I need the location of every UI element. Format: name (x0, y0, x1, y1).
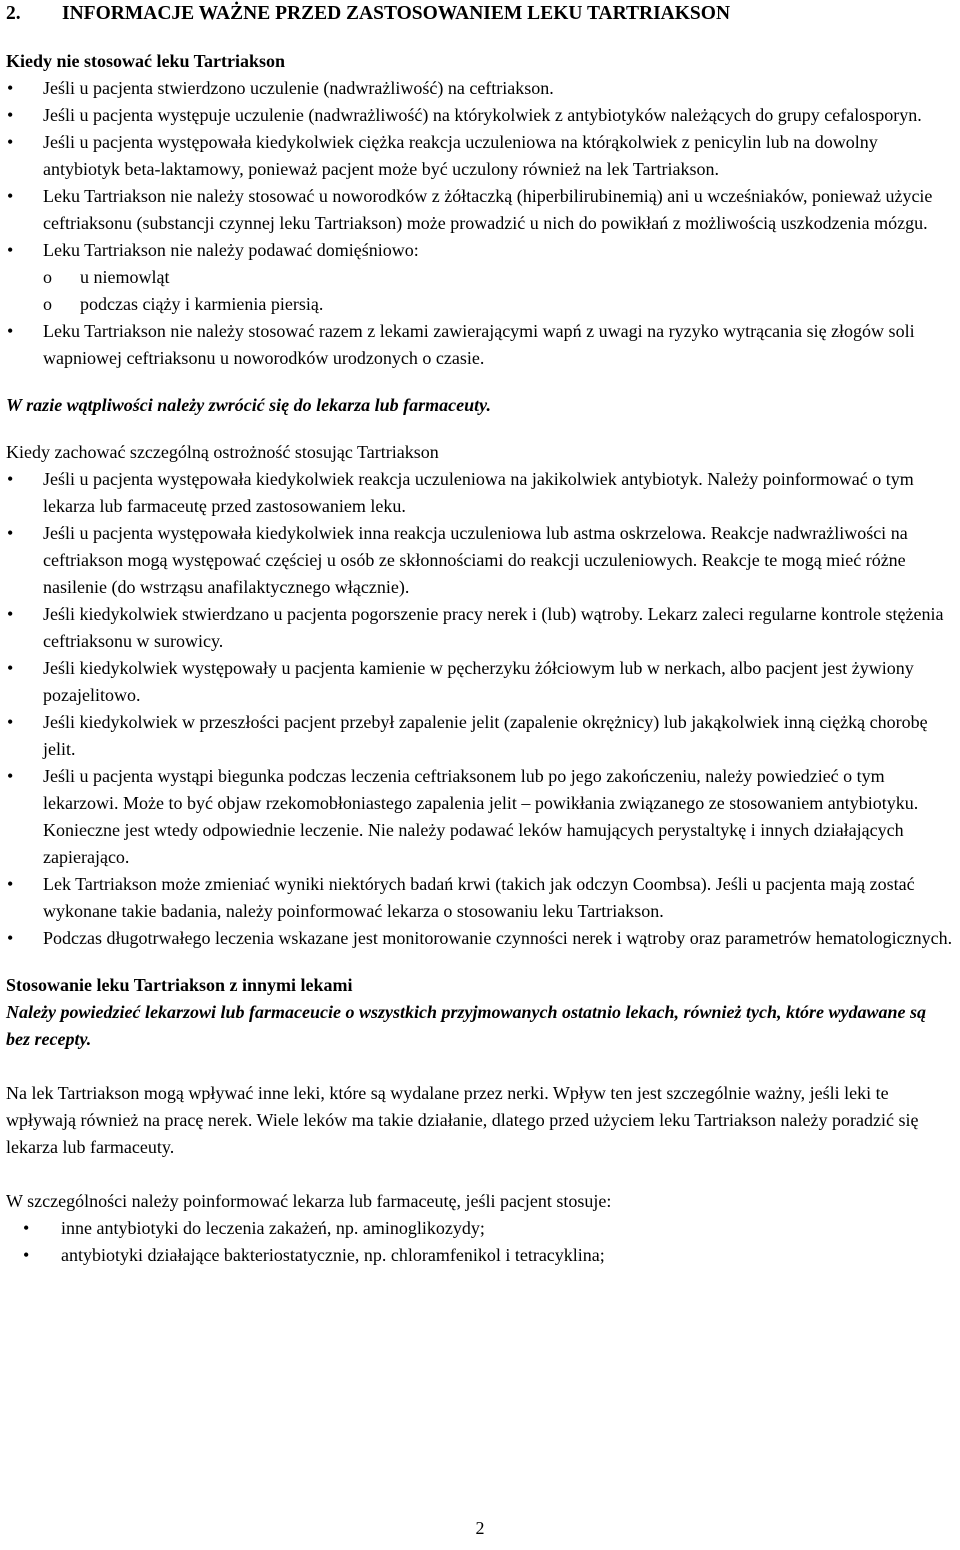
section-heading: INFORMACJE WAŻNE PRZED ZASTOSOWANIEM LEKU TARTRIAKSON (62, 3, 731, 24)
list-item: • Podczas długotrwałego leczenia wskazane jest monitorowanie czynności nerek i wątroby oraz parametrów hematologicznych. (6, 925, 954, 952)
list-item: • Jeśli kiedykolwiek stwierdzano u pacjenta pogorszenie pracy nerek i (lub) wątroby. Lekarz zaleci regularne kontrole stężenia ceftriaksonu w surowicy. (6, 601, 954, 655)
contraindications-list (6, 75, 954, 372)
sub-list-item: o u niemowląt (43, 264, 954, 291)
interactions-note: Należy powiedzieć lekarzowi lub farmaceucie o wszystkich przyjmowanych ostatnio lekach, również tych, które wydawane są bez recepty. (6, 1002, 926, 1049)
interactions-paragraph-1: Na lek Tartriakson mogą wpływać inne leki, które są wydalane przez nerki. Wpływ ten jest szczególnie ważny, jeśli leki te wpływają również na pracę nerek. Wiele leków ma takie działanie, dlatego przed użyciem leku Tartriakson należy poradzić się lekarza lub farmaceuty. (6, 1083, 919, 1157)
sub-list (43, 264, 954, 318)
sub-list-item: o podczas ciąży i karmienia piersią. (43, 291, 954, 318)
list-item: • Leku Tartriakson nie należy stosować razem z lekami zawierającymi wapń z uwagi na ryzyko wytrącania się złogów soli wapniowej ceftriaksonu u noworodków urodzonych o czasie. (6, 318, 954, 372)
section-number: 2. (6, 3, 21, 24)
list-item: • Jeśli kiedykolwiek w przeszłości pacjent przebył zapalenie jelit (zapalenie okrężnicy) lub jakąkolwiek inną ciężką chorobę jelit. (6, 709, 954, 763)
list-item: • Jeśli kiedykolwiek występowały u pacjenta kamienie w pęcherzyku żółciowym lub w nerkach, albo pacjent jest żywiony pozajelitowo. (6, 655, 954, 709)
list-item: • Jeśli u pacjenta występuje uczulenie (nadwrażliwość) na którykolwiek z antybiotyków należących do grupy cefalosporyn. (6, 102, 954, 129)
list-item: • Lek Tartriakson może zmieniać wyniki niektórych badań krwi (takich jak odczyn Coombsa). Jeśli u pacjenta mają zostać wykonane takie badania, należy poinformować lekarza o stosowaniu leku Tartriakson. (6, 871, 954, 925)
list-item: • Jeśli u pacjenta wystąpi biegunka podczas leczenia ceftriaksonem lub po jego zakończeniu, należy powiedzieć o tym lekarzowi. Może to być objaw rzekomobłoniastego zapalenia jelit – powikłania związanego ze stosowaniem antybiotyku. Konieczne jest wtedy odpowiednie leczenie. Nie należy podawać leków hamujących perystaltykę i innych działających zapierająco. (6, 763, 954, 871)
list-item: • Jeśli u pacjenta występowała kiedykolwiek ciężka reakcja uczuleniowa na którąkolwiek z penicylin lub na dowolny antybiotyk beta-laktamowy, ponieważ pacjent może być uczulony również na lek Tartriakson. (6, 129, 954, 183)
interactions-list (6, 1215, 954, 1269)
page-number: 2 (475, 1518, 485, 1538)
precautions-heading: Kiedy zachować szczególną ostrożność stosując Tartriakson (6, 442, 439, 462)
list-item-text: Leku Tartriakson nie należy podawać domięśniowo: (43, 240, 419, 260)
list-item: • Jeśli u pacjenta stwierdzono uczulenie (nadwrażliwość) na ceftriakson. (6, 75, 954, 102)
list-item: • Jeśli u pacjenta występowała kiedykolwiek reakcja uczuleniowa na jakikolwiek antybiotyk. Należy poinformować o tym lekarza lub farmaceutę przed zastosowaniem leku. (6, 466, 954, 520)
list-item: • Jeśli u pacjenta występowała kiedykolwiek inna reakcja uczuleniowa lub astma oskrzelowa. Reakcje nadwrażliwości na ceftriakson mogą występować częściej u osób ze skłonnościami do reakcji uczuleniowych. Reakcje te mogą mieć różne nasilenie (do wstrząsu anafilaktycznego włącznie). (6, 520, 954, 601)
interactions-paragraph-2: W szczególności należy poinformować lekarza lub farmaceutę, jeśli pacjent stosuje: (6, 1191, 612, 1211)
list-item: • antybiotyki działające bakteriostatycznie, np. chloramfenikol i tetracyklina; (6, 1242, 954, 1269)
contraindications-note: W razie wątpliwości należy zwrócić się do lekarza lub farmaceuty. (6, 395, 491, 415)
list-item (6, 237, 954, 318)
contraindications-heading: Kiedy nie stosować leku Tartriakson (6, 51, 286, 71)
precautions-list (6, 466, 954, 952)
list-item: • Leku Tartriakson nie należy stosować u noworodków z żółtaczką (hiperbilirubinemią) ani u wcześniaków, ponieważ użycie ceftriaksonu (substancji czynnej leku Tartriakson) może prowadzić u nich do powikłań z możliwością uszkodzenia mózgu. (6, 183, 954, 237)
section-title (6, 0, 954, 28)
list-item: • inne antybiotyki do leczenia zakażeń, np. aminoglikozydy; (6, 1215, 954, 1242)
interactions-heading: Stosowanie leku Tartriakson z innymi lekami (6, 975, 353, 995)
